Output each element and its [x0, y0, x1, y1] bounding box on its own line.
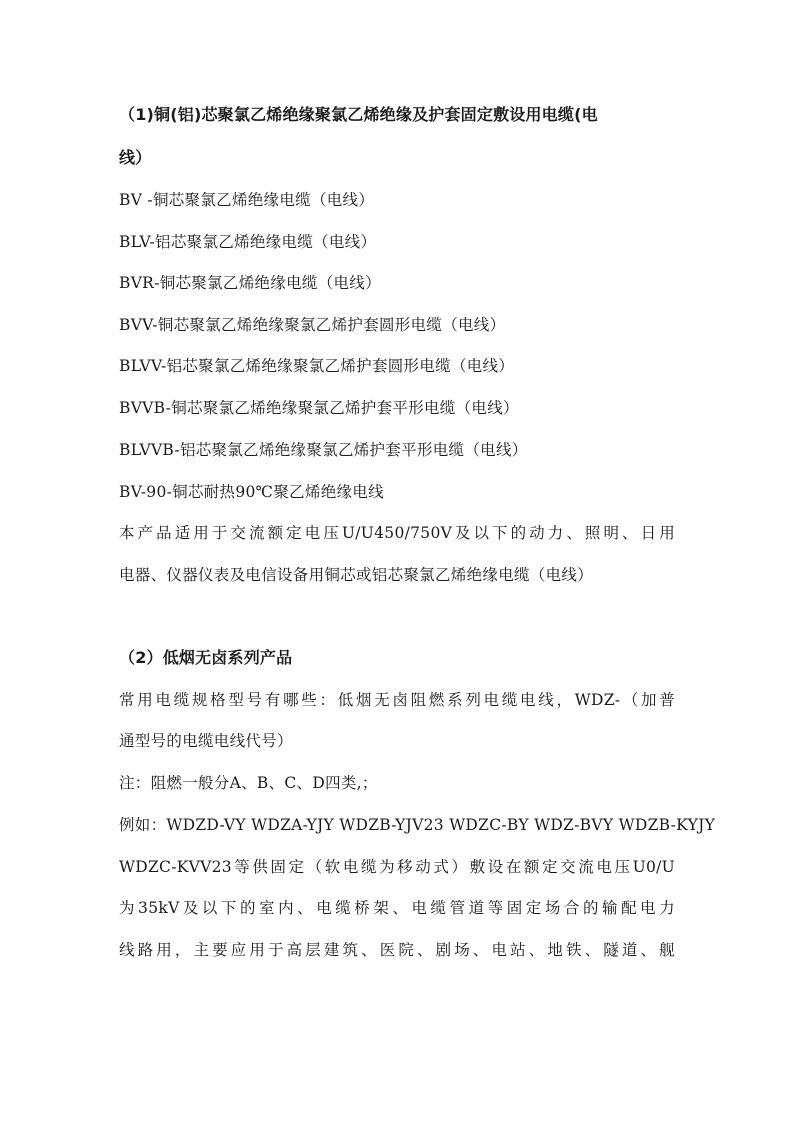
section1-heading-line2: 线） [119, 148, 152, 167]
list-item: BV-90-铜芯耐热90℃聚乙烯绝缘电线 [119, 483, 384, 501]
section2-note: 注：阻燃一般分A、B、C、D四类,； [119, 774, 378, 792]
description-line1: 本产品适用于交流额定电压U/U450/750V及以下的动力、照明、日用 [119, 524, 675, 542]
list-item: BLVVB-铝芯聚氯乙烯绝缘聚氯乙烯护套平形电缆（电线） [119, 441, 528, 459]
section2-example-line3: 为35kV及以下的室内、电缆桥架、电缆管道等固定场合的输配电力 [119, 899, 675, 917]
list-item: BVV-铜芯聚氯乙烯绝缘聚氯乙烯护套圆形电缆（电线） [119, 316, 506, 334]
section1-heading-line1: （1)铜(铝)芯聚氯乙烯绝缘聚氯乙烯绝缘及护套固定敷设用电缆(电 [119, 105, 598, 124]
section2-heading: （2）低烟无卤系列产品 [119, 648, 293, 667]
description-line2: 电器、仪器仪表及电信设备用铜芯或铝芯聚氯乙烯绝缘电缆（电线） [119, 566, 594, 584]
section2-paragraph1-line1: 常用电缆规格型号有哪些：低烟无卤阻燃系列电缆电线，WDZ-（加普 [119, 691, 675, 709]
list-item: BVVB-铜芯聚氯乙烯绝缘聚氯乙烯护套平形电缆（电线） [119, 399, 519, 417]
section2-paragraph1-line2: 通型号的电缆电线代号） [119, 732, 293, 750]
list-item: BVR-铜芯聚氯乙烯绝缘电缆（电线） [119, 274, 381, 292]
list-item: BV -铜芯聚氯乙烯绝缘电缆（电线） [119, 191, 375, 209]
list-item: BLVV-铝芯聚氯乙烯绝缘聚氯乙烯护套圆形电缆（电线） [119, 357, 515, 375]
section2-example-line2: WDZC-KVV23等供固定（软电缆为移动式）敷设在额定交流电压U0/U [119, 858, 675, 876]
document-page [119, 0, 716, 1122]
section2-example-line1: 例如：WDZD-VY WDZA-YJY WDZB-YJV23 WDZC-BY WDZ-BVY WDZB-KYJY [119, 816, 716, 834]
list-item: BLV-铝芯聚氯乙烯绝缘电缆（电线） [119, 233, 377, 251]
section2-example-line4: 线路用，主要应用于高层建筑、医院、剧场、电站、地铁、隧道、舰 [119, 941, 675, 959]
